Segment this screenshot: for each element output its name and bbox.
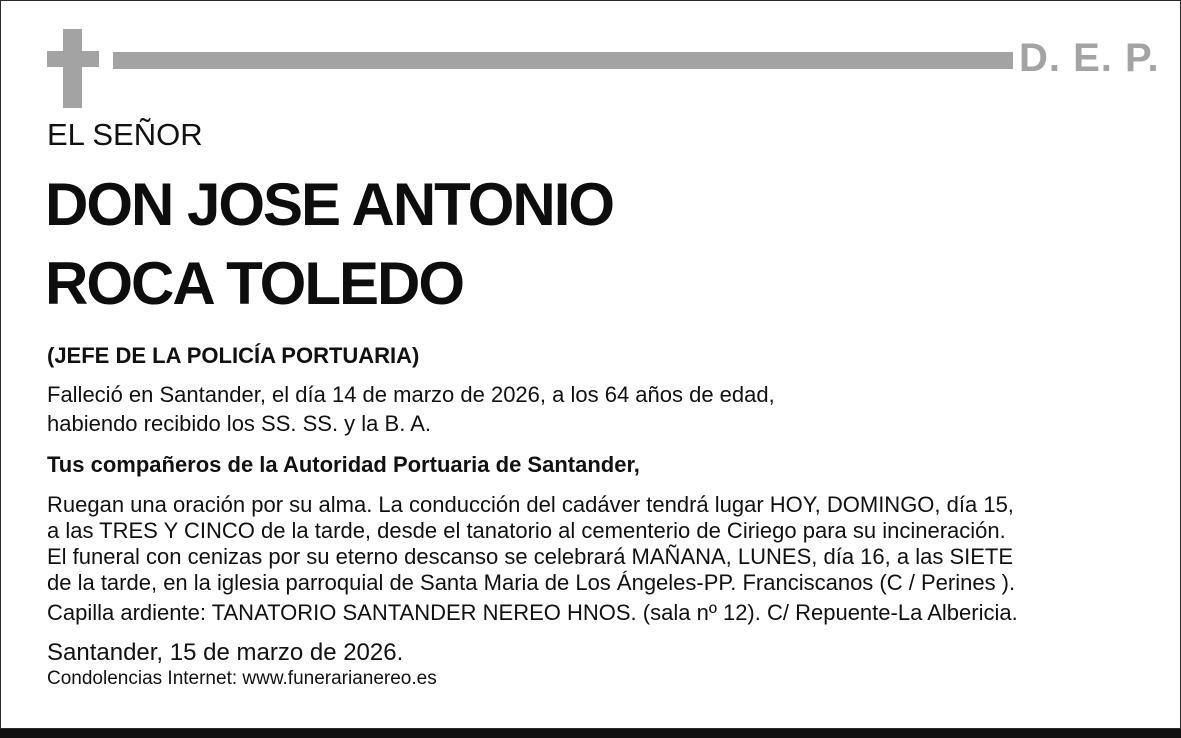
dep-label: D. E. P. bbox=[1019, 36, 1160, 80]
bottom-border bbox=[0, 729, 1181, 738]
death-notice-line-2: habiendo recibido los SS. SS. y la B. A. bbox=[47, 411, 432, 436]
cross-icon bbox=[47, 29, 99, 108]
details-line-2: a las TRES Y CINCO de la tarde, desde el tanatorio al cementerio de Ciriego para su incineración. bbox=[47, 518, 1006, 543]
details-line-3: El funeral con cenizas por su eterno descanso se celebrará MAÑANA, LUNES, día 16, a las SIETE bbox=[47, 544, 1014, 569]
position-title: (JEFE DE LA POLICÍA PORTUARIA) bbox=[47, 343, 420, 368]
deceased-name-line-2: ROCA TOLEDO bbox=[45, 250, 464, 317]
details-line-1: Ruegan una oración por su alma. La conducción del cadáver tendrá lugar HOY, DOMINGO, día 15, bbox=[47, 492, 1014, 517]
intro-label: EL SEÑOR bbox=[47, 117, 203, 152]
deceased-name-line-1: DON JOSE ANTONIO bbox=[45, 171, 614, 238]
mourners-line: Tus compañeros de la Autoridad Portuaria de Santander, bbox=[47, 452, 640, 477]
death-notice-line-1: Falleció en Santander, el día 14 de marzo de 2026, a los 64 años de edad, bbox=[47, 382, 775, 407]
header-rule bbox=[113, 52, 1013, 69]
place-date: Santander, 15 de marzo de 2026. bbox=[47, 639, 404, 666]
condolences-line: Condolencias Internet: www.funerarianereo.es bbox=[47, 668, 437, 689]
details-line-5: Capilla ardiente: TANATORIO SANTANDER NEREO HNOS. (sala nº 12). C/ Repuente-La Albericia. bbox=[47, 600, 1018, 625]
details-line-4: de la tarde, en la iglesia parroquial de Santa Maria de Los Ángeles-PP. Franciscanos (C / Perines ). bbox=[47, 570, 1016, 595]
